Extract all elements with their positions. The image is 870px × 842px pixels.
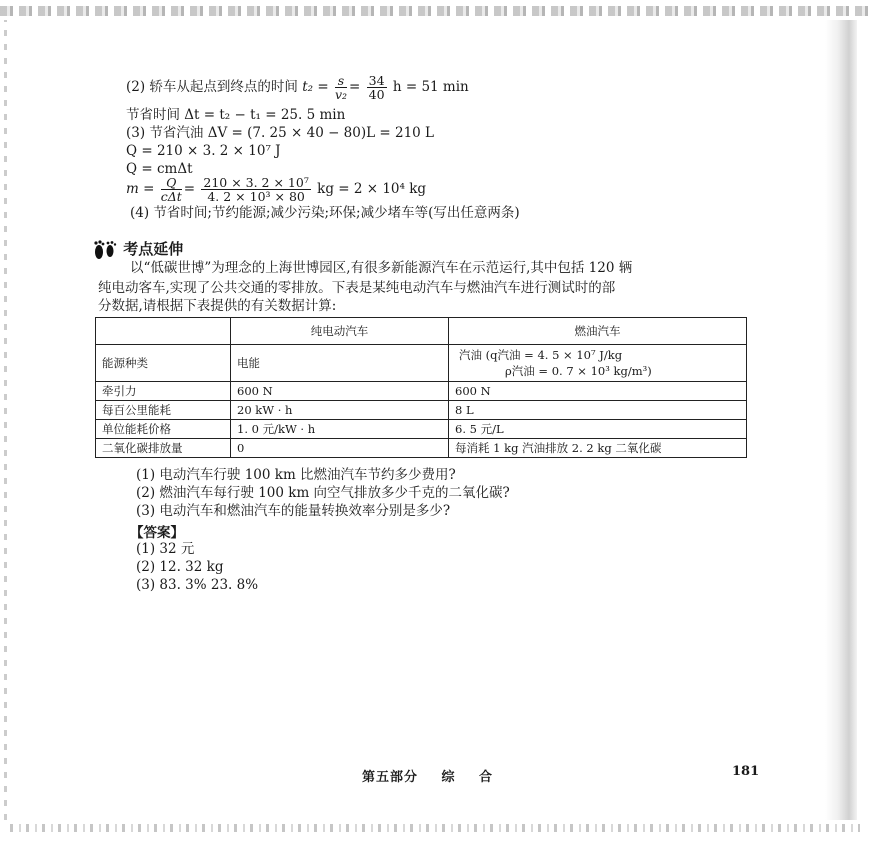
question-2: (2) 燃油汽车每行驶 100 km 向空气排放多少千克的二氧化碳?: [136, 485, 510, 501]
fuel-density: ρ汽油 = 0. 7 × 10³ kg/m³): [505, 364, 652, 378]
solution-var: t₂ =: [302, 79, 329, 95]
solution-line-time: [126, 74, 469, 101]
intro-line-2: 纯电动客车,实现了公共交通的零排放。下表是某纯电动汽车与燃油汽车进行测试时的部: [98, 280, 616, 296]
table-row: [96, 382, 747, 401]
equals-sign: =: [349, 79, 361, 95]
question-1: (1) 电动汽车行驶 100 km 比燃油汽车节约多少费用?: [136, 467, 456, 483]
table-row: [96, 420, 747, 439]
page-number: 181: [732, 764, 760, 779]
fraction-denominator: v₂: [334, 87, 348, 102]
solution-text: (2) 轿车从起点到终点的时间: [126, 79, 303, 95]
table-row-label: 每百公里能耗: [96, 401, 231, 420]
table-row: [96, 439, 747, 458]
fraction-numerator: 34: [368, 73, 385, 88]
fraction: [201, 176, 310, 203]
fraction-denominator: cΔt: [160, 189, 182, 204]
solution-line-formula: Q = cmΔt: [126, 161, 193, 177]
table-cell-fuel: 600 N: [449, 382, 747, 401]
question-3: (3) 电动汽车和燃油汽车的能量转换效率分别是多少?: [136, 503, 451, 519]
table-cell-electric: 1. 0 元/kW · h: [231, 420, 449, 439]
table-row-label: 能源种类: [96, 345, 231, 382]
answer-item-1: (1) 32 元: [136, 541, 195, 557]
solution-line-benefits: (4) 节省时间;节约能源;减少污染;环保;减少堵车等(写出任意两条): [130, 205, 520, 221]
equals-sign: =: [183, 181, 196, 197]
fraction-numerator: 210 × 3. 2 × 10⁷: [203, 175, 309, 190]
solution-var: m =: [126, 181, 155, 197]
footprint-icon: [92, 239, 118, 261]
fuel-heat-value: 汽油 (q汽油 = 4. 5 × 10⁷ J/kg: [459, 348, 623, 362]
solution-text: h = 51 min: [392, 79, 469, 95]
solution-line-saved-fuel: (3) 节省汽油 ΔV = (7. 25 × 40 − 80)L = 210 L: [126, 125, 435, 141]
fraction-numerator: s: [335, 74, 347, 88]
table-header-row: [96, 318, 747, 345]
table-row: [96, 401, 747, 420]
page-footer-section: 第五部分 综 合: [362, 770, 494, 785]
table-header-cell: [96, 318, 231, 345]
table-header-cell: 燃油汽车: [449, 318, 747, 345]
intro-line-1: 以“低碳世博”为理念的上海世博园区,有很多新能源汽车在示范运行,其中包括 120 辆: [130, 260, 633, 276]
table-row-label: 二氧化碳排放量: [96, 439, 231, 458]
table-header-cell: 纯电动汽车: [231, 318, 449, 345]
fraction: [367, 74, 387, 101]
fraction-denominator: 4. 2 × 10³ × 80: [207, 189, 305, 204]
solution-line-saved-time: 节省时间 Δt = t₂ − t₁ = 25. 5 min: [126, 107, 346, 123]
table-cell-electric: 600 N: [231, 382, 449, 401]
table-cell-electric: 20 kW · h: [231, 401, 449, 420]
solution-text: kg = 2 × 10⁴ kg: [317, 181, 427, 197]
section-title: 考点延伸: [123, 240, 184, 258]
comparison-table: [95, 317, 747, 458]
fraction: [161, 176, 182, 203]
table-cell-fuel: 每消耗 1 kg 汽油排放 2. 2 kg 二氧化碳: [449, 439, 747, 458]
answer-heading: 【答案】: [130, 525, 184, 541]
table-cell-fuel: [449, 345, 747, 382]
table-row-label: 单位能耗价格: [96, 420, 231, 439]
table-cell-fuel: 6. 5 元/L: [449, 420, 747, 439]
table-cell-fuel: 8 L: [449, 401, 747, 420]
intro-line-3: 分数据,请根据下表提供的有关数据计算:: [98, 298, 337, 314]
fraction: [335, 74, 347, 101]
answer-item-3: (3) 83. 3% 23. 8%: [136, 577, 259, 593]
fraction-denominator: 40: [368, 87, 385, 102]
answer-item-2: (2) 12. 32 kg: [136, 559, 224, 575]
table-row-label: 牵引力: [96, 382, 231, 401]
fraction-numerator: Q: [161, 176, 182, 190]
solution-line-mass: [126, 176, 426, 203]
table-cell-electric: 电能: [231, 345, 449, 382]
table-row: [96, 345, 747, 382]
solution-line-heat: Q = 210 × 3. 2 × 10⁷ J: [126, 143, 281, 159]
table-cell-electric: 0: [231, 439, 449, 458]
